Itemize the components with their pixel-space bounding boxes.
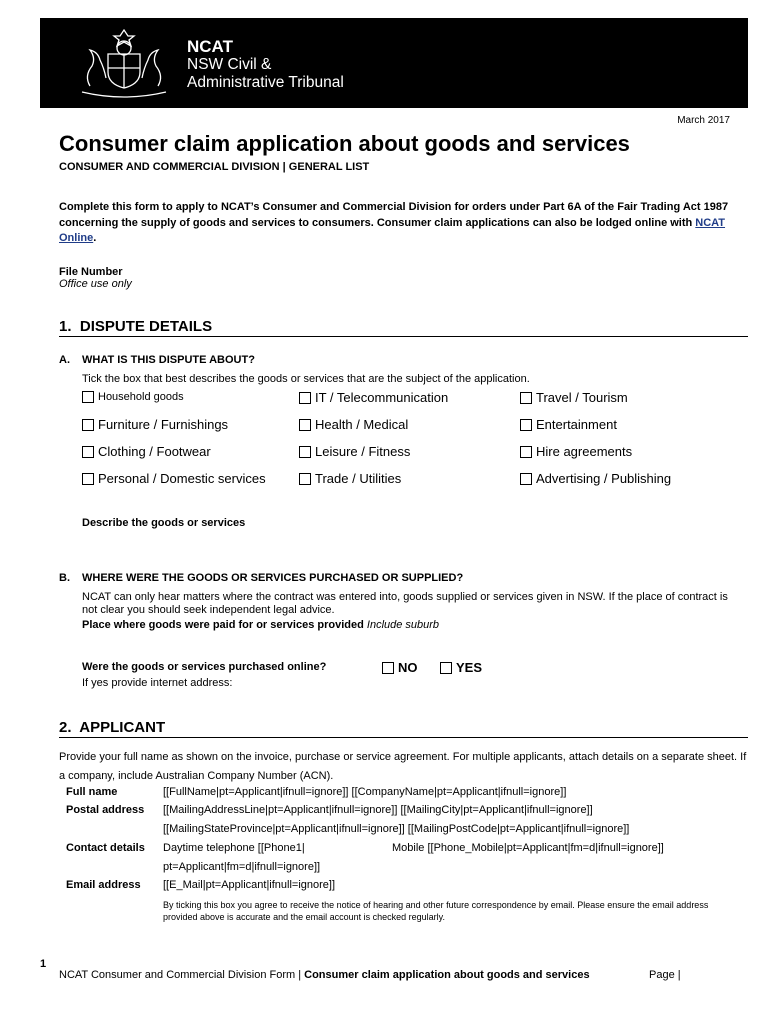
page-subtitle: CONSUMER AND COMMERCIAL DIVISION | GENERAL LIST <box>59 161 370 173</box>
subsection-a-title: WHAT IS THIS DISPUTE ABOUT? <box>82 354 255 366</box>
online-no-option[interactable] <box>382 660 418 675</box>
checkbox[interactable] <box>299 419 311 431</box>
option-label: Clothing / Footwear <box>98 444 211 459</box>
intro-paragraph <box>59 200 749 247</box>
internet-address-label: If yes provide internet address: <box>82 677 233 689</box>
mobile-telephone: Mobile [[Phone_Mobile|pt=Applicant|fm=d|ifnull=ignore]] <box>392 842 664 854</box>
online-yes-option[interactable] <box>440 660 482 675</box>
option-label: Leisure / Fitness <box>315 444 411 459</box>
daytime-telephone-cont: pt=Applicant|fm=d|ifnull=ignore]] <box>163 861 321 873</box>
checkbox[interactable] <box>440 662 452 674</box>
section-1-number: 1. <box>59 318 72 335</box>
postal-address-line2: [[MailingStateProvince|pt=Applicant|ifnull=ignore]] [[MailingPostCode|pt=Applicant|ifnull=ignore]] <box>163 823 630 835</box>
place-of-purchase-label <box>82 619 439 631</box>
org-name-line2: Administrative Tribunal <box>187 74 344 91</box>
checkbox[interactable] <box>82 446 94 458</box>
footer-text <box>59 969 590 981</box>
option-household-goods[interactable] <box>82 391 184 403</box>
section-2-number: 2. <box>59 719 72 736</box>
option-health-medical[interactable] <box>299 417 408 432</box>
org-name-line1: NSW Civil & <box>187 56 272 73</box>
checkbox[interactable] <box>299 473 311 485</box>
option-label: Entertainment <box>536 417 617 432</box>
option-label: Advertising / Publishing <box>536 471 672 486</box>
subsection-b-heading <box>59 572 463 584</box>
option-entertainment[interactable] <box>520 417 617 432</box>
yes-label: YES <box>456 660 483 675</box>
option-label: Furniture / Furnishings <box>98 417 229 432</box>
option-label: Household goods <box>98 391 184 403</box>
option-label: Health / Medical <box>315 417 409 432</box>
daytime-telephone: Daytime telephone [[Phone1| <box>163 842 305 854</box>
postal-address-label: Postal address <box>66 804 145 816</box>
option-trade-utilities[interactable] <box>299 471 401 486</box>
subsection-b-title: WHERE WERE THE GOODS OR SERVICES PURCHASED OR SUPPLIED? <box>82 572 464 584</box>
org-short-name: NCAT <box>187 37 233 56</box>
option-label: Trade / Utilities <box>315 471 402 486</box>
footer-page-label: Page | <box>649 969 681 981</box>
checkbox[interactable] <box>82 419 94 431</box>
file-number-note: Office use only <box>59 278 132 290</box>
option-label: IT / Telecommunication <box>315 390 449 405</box>
subsection-b-letter: B. <box>59 572 70 584</box>
dispute-instruction: Tick the box that best describes the goods or services that are the subject of the application. <box>82 373 530 385</box>
form-date: March 2017 <box>677 115 730 126</box>
jurisdiction-note: NCAT can only hear matters where the contract was entered into, goods supplied or services given in NSW. If the place of contract is not clear you should seek independent legal advice. <box>82 591 728 616</box>
option-label: Hire agreements <box>536 444 633 459</box>
page-title: Consumer claim application about goods and services <box>59 131 630 156</box>
section-1-heading <box>59 318 212 335</box>
page-number: 1 <box>40 958 47 970</box>
footer-left: NCAT Consumer and Commercial Division Form | <box>59 969 305 981</box>
email-address-value: [[E_Mail|pt=Applicant|ifnull=ignore]] <box>163 879 336 891</box>
section-1-divider <box>59 336 748 337</box>
describe-goods-label: Describe the goods or services <box>82 517 246 529</box>
intro-end: . <box>93 232 97 244</box>
checkbox[interactable] <box>299 446 311 458</box>
option-advertising-publishing[interactable] <box>520 471 671 486</box>
contact-details-label: Contact details <box>66 842 145 854</box>
subsection-a-letter: A. <box>59 354 70 366</box>
section-1-title: DISPUTE DETAILS <box>79 318 213 335</box>
subsection-a-heading <box>59 354 255 366</box>
section-2-divider <box>59 737 748 738</box>
option-travel-tourism[interactable] <box>520 390 628 405</box>
email-consent-text: By ticking this box you agree to receive the notice of hearing and other future correspondence by email. Please ensure the email address provided above is accurate and the email account is checked regularly. <box>163 900 709 922</box>
checkbox[interactable] <box>520 473 532 485</box>
option-leisure-fitness[interactable] <box>299 444 410 459</box>
option-personal-domestic-services[interactable] <box>82 471 266 486</box>
option-label: Personal / Domestic services <box>98 471 266 486</box>
checkbox[interactable] <box>82 391 94 403</box>
checkbox[interactable] <box>520 392 532 404</box>
checkbox[interactable] <box>520 446 532 458</box>
no-label: NO <box>398 660 418 675</box>
footer-form-name: Consumer claim application about goods and services <box>304 969 590 981</box>
intro-text: Complete this form to apply to NCAT’s Consumer and Commercial Division for orders under Part 6A of the Fair Trading Act 1987 concerning the supply of goods and services to consumers. Consumer claim applications can also be lodged online with <box>59 201 729 229</box>
applicant-intro: Provide your full name as shown on the invoice, purchase or service agreement. For multiple applicants, attach details on a separate sheet. If a company, include Australian Company Number (ACN). <box>59 751 747 782</box>
place-hint: Include suburb <box>366 619 440 631</box>
file-number-label: File Number <box>59 266 123 278</box>
full-name-value: [[FullName|pt=Applicant|ifnull=ignore]] [[CompanyName|pt=Applicant|ifnull=ignore]] <box>163 786 567 798</box>
option-furniture-furnishings[interactable] <box>82 417 228 432</box>
checkbox[interactable] <box>82 473 94 485</box>
ncat-online-link[interactable]: NCAT Online <box>59 216 726 244</box>
full-name-label: Full name <box>66 786 118 798</box>
section-2-title: APPLICANT <box>79 719 166 736</box>
checkbox[interactable] <box>299 392 311 404</box>
option-it-telecommunication[interactable] <box>299 390 448 405</box>
header-banner <box>40 18 748 108</box>
checkbox[interactable] <box>520 419 532 431</box>
option-label: Travel / Tourism <box>536 390 628 405</box>
online-purchase-question: Were the goods or services purchased online? <box>82 661 327 673</box>
place-label-bold: Place where goods were paid for or services provided <box>82 619 364 631</box>
checkbox[interactable] <box>382 662 394 674</box>
option-hire-agreements[interactable] <box>520 444 632 459</box>
postal-address-line1: [[MailingAddressLine|pt=Applicant|ifnull=ignore]] [[MailingCity|pt=Applicant|ifnull=ignore]] <box>163 804 593 816</box>
email-address-label: Email address <box>66 879 141 891</box>
organisation-name <box>187 38 344 92</box>
section-2-heading <box>59 719 165 736</box>
nsw-coat-of-arms-icon <box>68 26 180 98</box>
option-clothing-footwear[interactable] <box>82 444 211 459</box>
